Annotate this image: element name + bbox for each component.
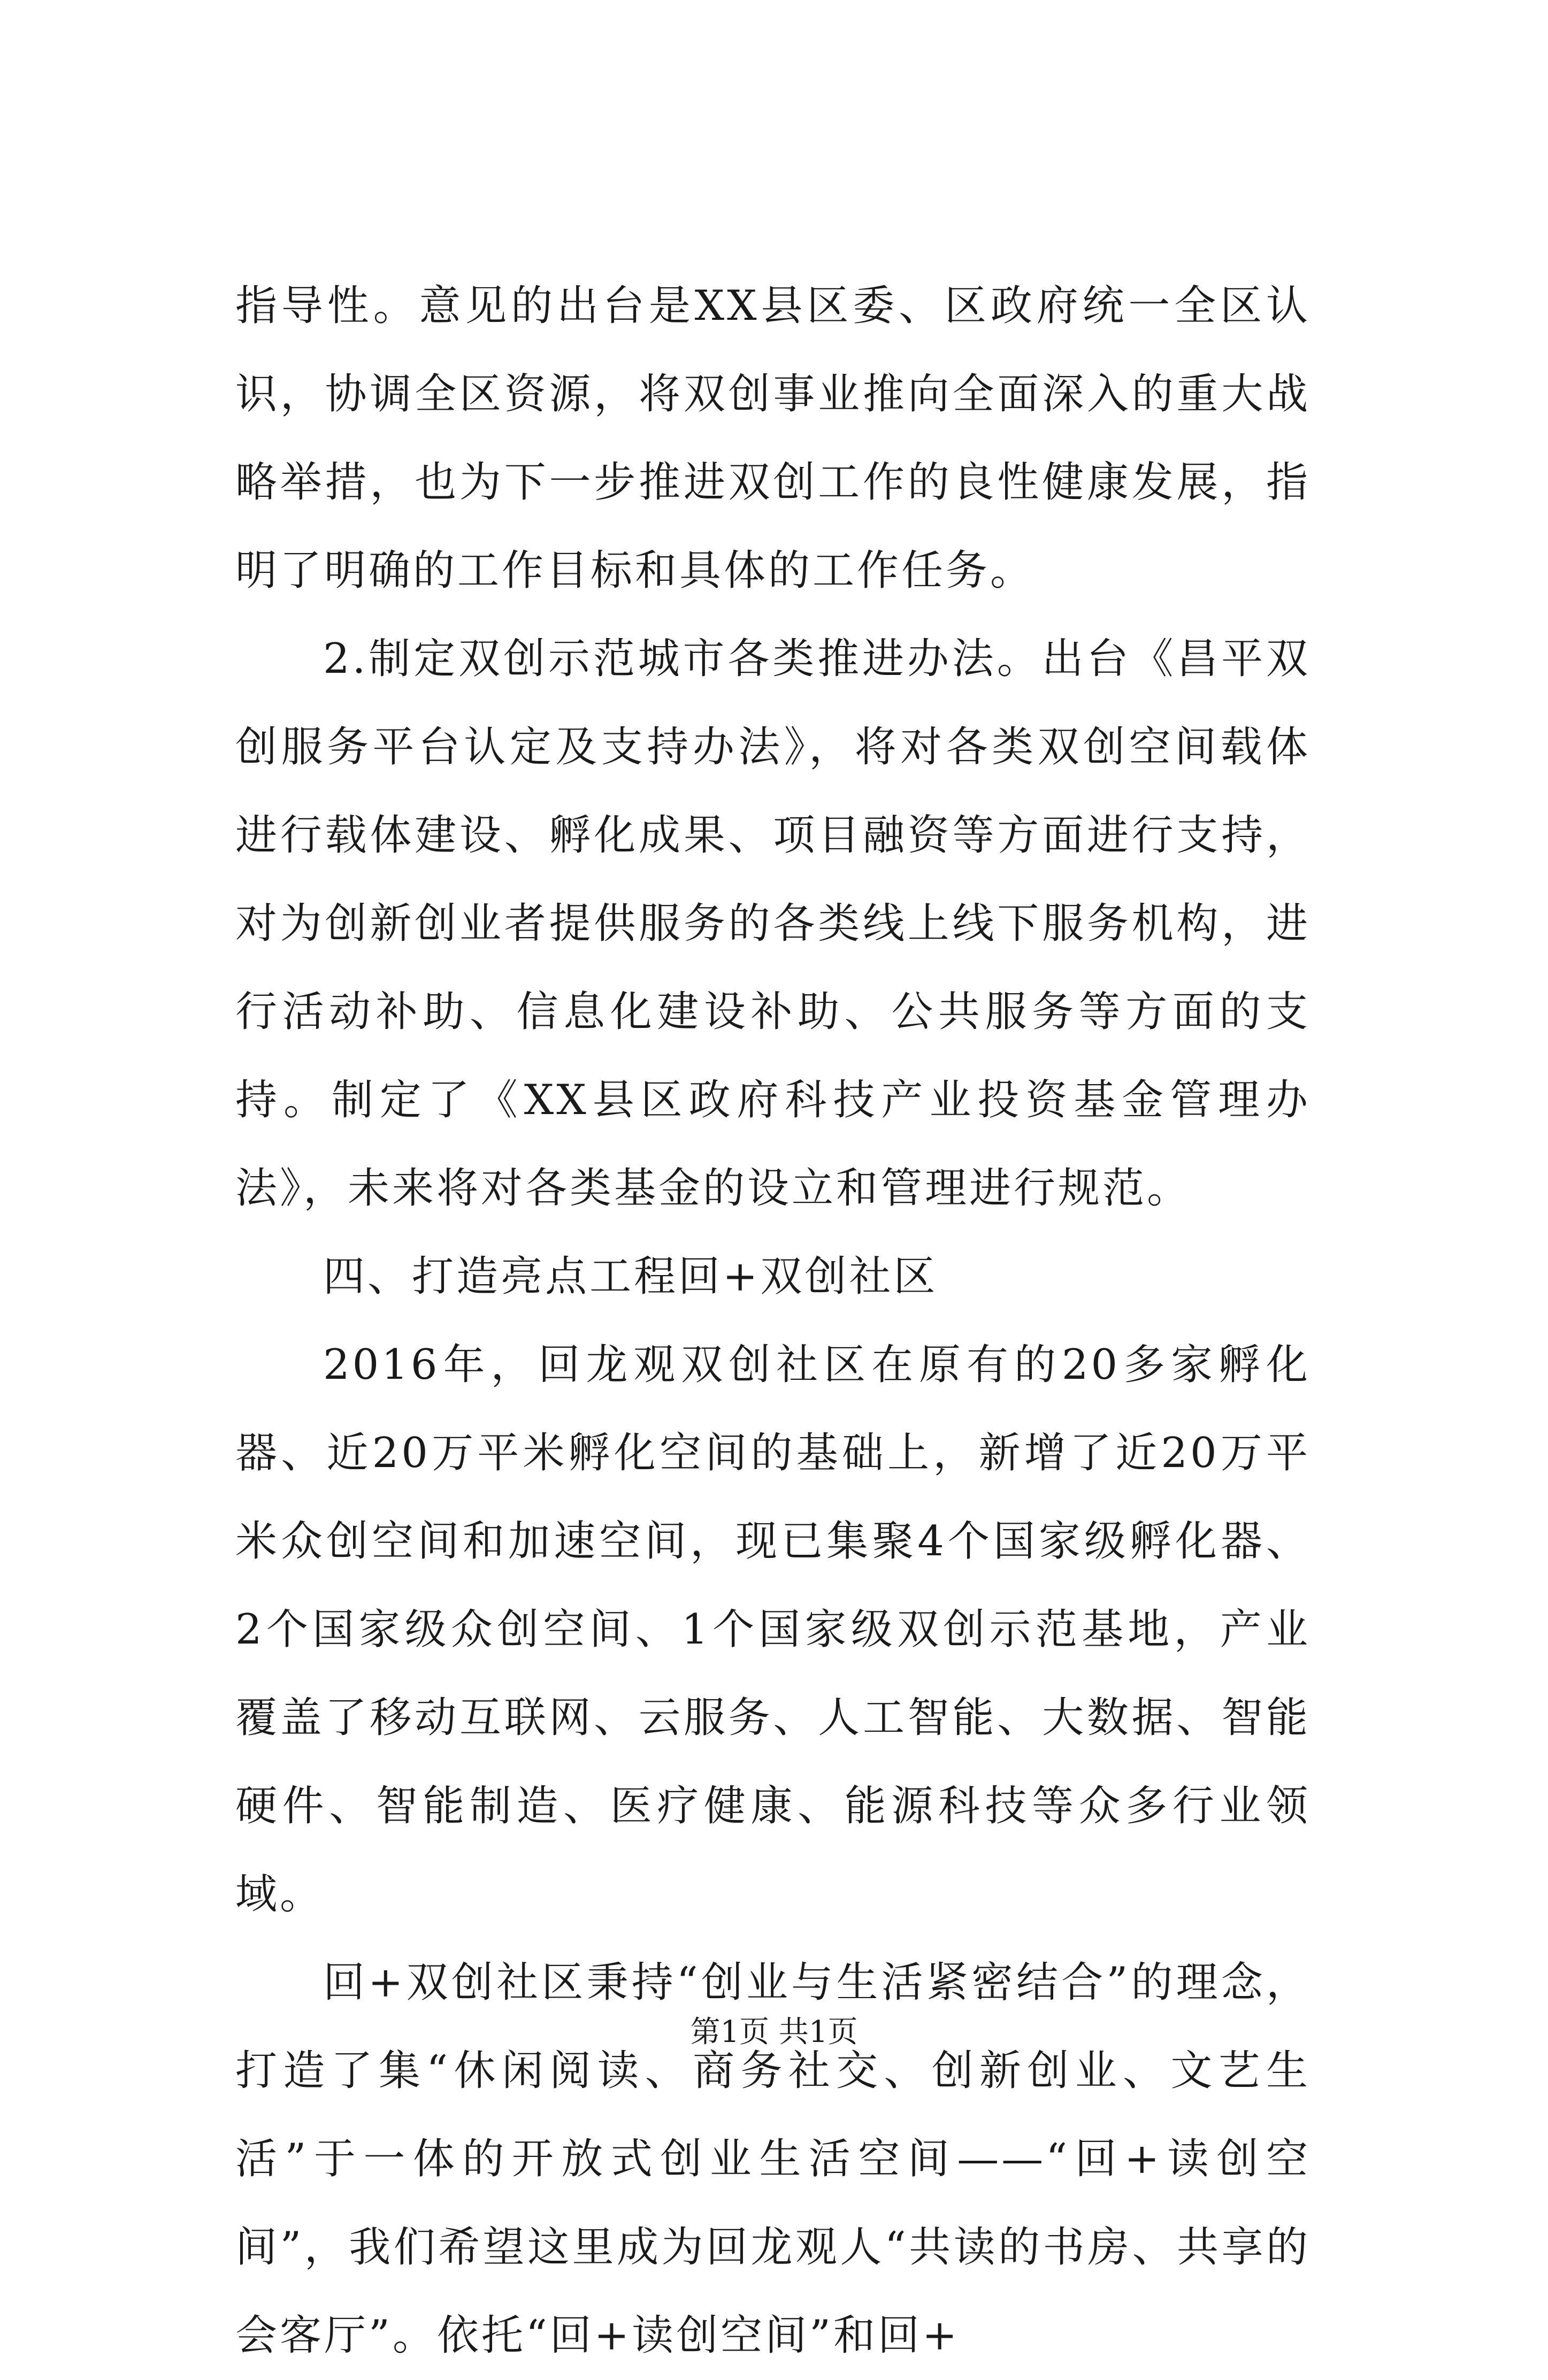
paragraph-5: 回+双创社区秉持“创业与生活紧密结合”的理念，打造了集“休闲阅读、商务社交、创新创业、文艺生活”于一体的开放式创业生活空间——“回+读创空间”，我们希望这里成为回龙观人“共读的书房、共享的会客厅”。依托“回+读创空间”和回+ <box>235 1959 1311 2360</box>
document-body <box>235 262 1311 2380</box>
paragraph-1: 指导性。意见的出台是XX县区委、区政府统一全区认识，协调全区资源，将双创事业推向全面深入的重大战略举措，也为下一步推进双创工作的良性健康发展，指明了明确的工作目标和具体的工作任务。 <box>235 282 1311 595</box>
section-heading: 四、打造亮点工程回+双创社区 <box>323 1253 938 1301</box>
paragraph-2: 2.制定双创示范城市各类推进办法。出台《昌平双创服务平台认定及支持办法》，将对各类双创空间载体进行载体建设、孵化成果、项目融资等方面进行支持，对为创新创业者提供服务的各类线上线下服务机构，进行活动补助、信息化建设补助、公共服务等方面的支持。制定了《XX县区政府科技产业投资基金管理办法》，未来将对各类基金的设立和管理进行规范。 <box>235 635 1311 1212</box>
page-footer: 第1页 共1页 <box>690 2015 858 2049</box>
paragraph-4: 2016年，回龙观双创社区在原有的20多家孵化器、近20万平米孵化空间的基础上，新增了近20万平米众创空间和加速空间，现已集聚4个国家级孵化器、2个国家级众创空间、1个国家级双创示范基地，产业覆盖了移动互联网、云服务、人工智能、大数据、智能硬件、智能制造、医疗健康、能源科技等众多行业领域。 <box>235 1341 1311 1918</box>
